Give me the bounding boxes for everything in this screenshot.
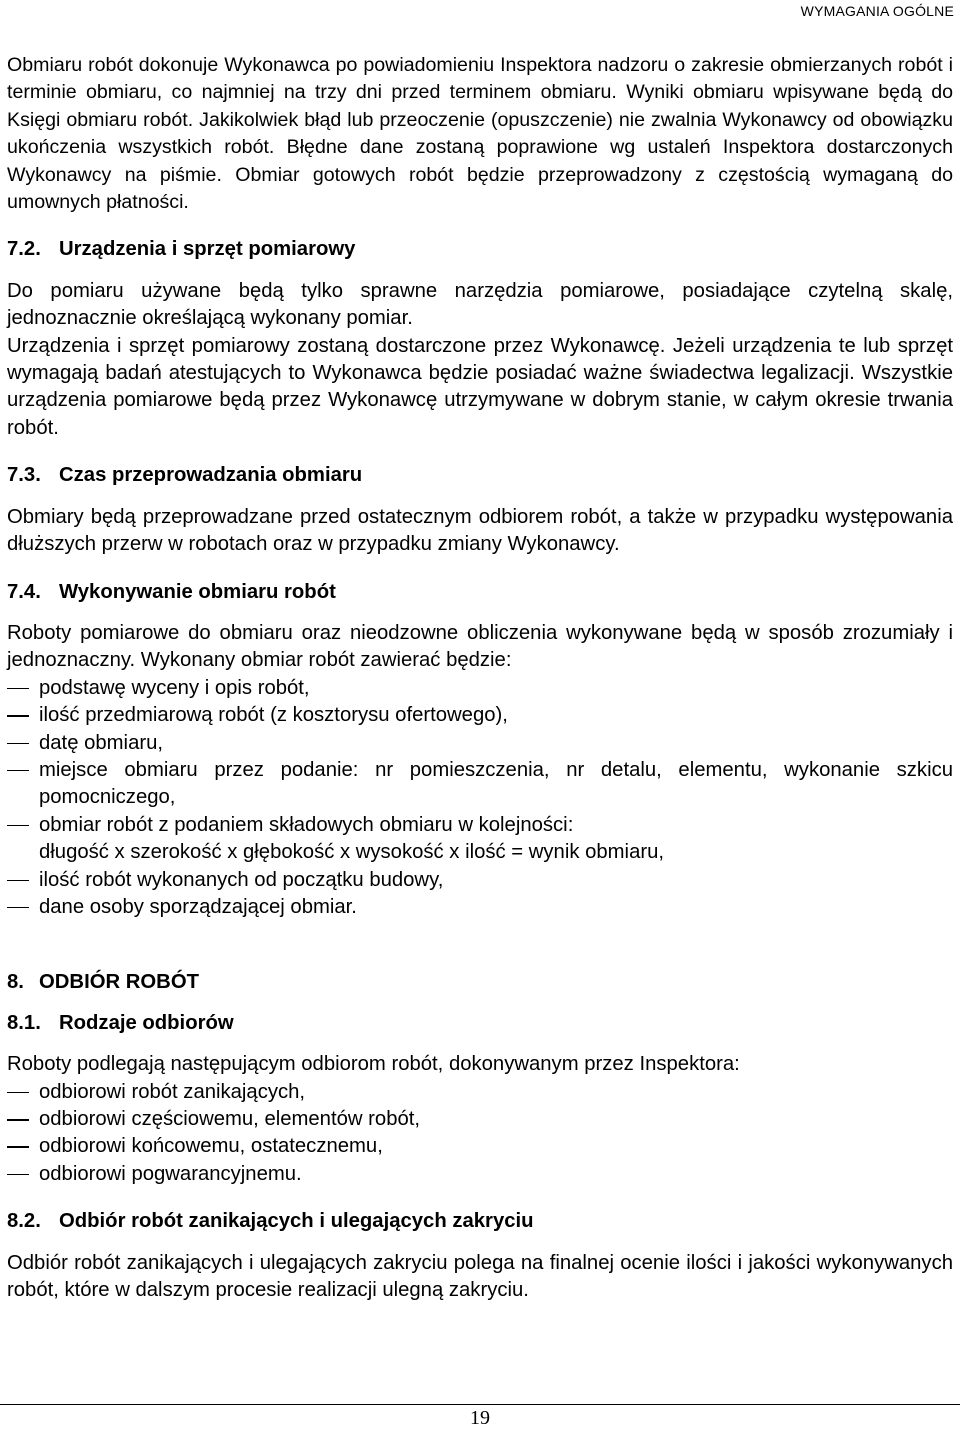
section-7-3-heading	[7, 462, 953, 489]
list-item: miejsce obmiaru przez podanie: nr pomieszczenia, nr detalu, elementu, wykonanie szkicu pomocniczego,	[7, 757, 953, 812]
list-item: obmiar robót z podaniem składowych obmiaru w kolejności:	[7, 812, 953, 839]
dash-bullet-icon	[7, 743, 29, 745]
section-7-3-paragraph: Obmiary będą przeprowadzane przed ostatecznym odbiorem robót, a także w przypadku występowania dłuższych przerw w robotach oraz w przypadku zmiany Wykonawcy.	[7, 505, 953, 556]
dash-bullet-icon	[7, 1146, 29, 1148]
list-item: ilość przedmiarową robót (z kosztorysu ofertowego),	[7, 702, 953, 729]
dash-bullet-icon	[7, 1092, 29, 1094]
section-7-4-heading	[7, 579, 953, 606]
section-7-2-paragraph-2: Urządzenia i sprzęt pomiarowy zostaną dostarczone przez Wykonawcę. Jeżeli urządzenia te lub sprzęt wymagają badań atestujących to Wykonawca będzie posiadać ważne świadectwa legalizacji. Wszystkie urządzenia pomiarowe będą przez Wykonawcę utrzymywane w dobrym stanie, w całym okresie trwania robót.	[7, 334, 953, 439]
section-title: ODBIÓR ROBÓT	[39, 971, 199, 994]
section-8-heading	[7, 969, 953, 996]
section-8-1-heading	[7, 1010, 953, 1037]
section-title: Odbiór robót zanikających i ulegających zakryciu	[59, 1210, 534, 1233]
section-title: Wykonywanie obmiaru robót	[59, 580, 336, 603]
list-item: odbiorowi pogwarancyjnemu.	[7, 1161, 953, 1188]
dash-bullet-icon	[7, 715, 29, 717]
document-body	[7, 52, 953, 1304]
section-7-4-paragraph: Roboty pomiarowe do obmiaru oraz nieodzowne obliczenia wykonywane będą w sposób zrozumiały i jednoznaczny. Wykonany obmiar robót zawierać będzie:	[7, 621, 953, 672]
dash-bullet-icon	[7, 880, 29, 882]
section-number: 8.1.	[7, 1011, 41, 1034]
page-number: 19	[470, 1407, 490, 1429]
list-item: odbiorowi robót zanikających,	[7, 1079, 953, 1106]
list-item: ilość robót wykonanych od początku budowy,	[7, 867, 953, 894]
section-title: Rodzaje odbiorów	[59, 1011, 234, 1034]
running-header: WYMAGANIA OGÓLNE	[800, 3, 954, 19]
section-number: 8.2.	[7, 1210, 41, 1233]
section-8-2-paragraph: Odbiór robót zanikających i ulegających zakryciu polega na finalnej ocenie ilości i jakości wykonywanych robót, które w dalszym procesie realizacji ulegną zakryciu.	[7, 1251, 953, 1302]
dash-bullet-icon	[7, 688, 29, 690]
dash-bullet-icon	[7, 1119, 29, 1121]
measurement-contents-list-continued	[7, 867, 953, 922]
list-item: dane osoby sporządzającej obmiar.	[7, 894, 953, 921]
section-number: 7.3.	[7, 464, 41, 487]
section-title: Urządzenia i sprzęt pomiarowy	[59, 238, 356, 261]
list-item: podstawę wyceny i opis robót,	[7, 675, 953, 702]
section-7-2-heading	[7, 236, 953, 263]
section-8-1-paragraph: Roboty podlegają następującym odbiorom robót, dokonywanym przez Inspektora:	[7, 1053, 740, 1076]
dash-bullet-icon	[7, 825, 29, 827]
dash-bullet-icon	[7, 770, 29, 772]
section-title: Czas przeprowadzania obmiaru	[59, 464, 363, 487]
section-number: 7.2.	[7, 238, 41, 261]
intro-paragraph: Obmiaru robót dokonuje Wykonawca po powiadomieniu Inspektora nadzoru o zakresie obmierzanych robót i terminie obmiaru, co najmniej na trzy dni przed terminem obmiaru. Wyniki obmiaru wpisywane będą do Księgi obmiaru robót. Jakikolwiek błąd lub przeoczenie (opuszczenie) nie zwalnia Wykonawcy od obowiązku ukończenia wszystkich robót. Błędne dane zostaną poprawione wg ustaleń Inspektora dostarczonych Wykonawcy na piśmie. Obmiar gotowych robót będzie przeprowadzony z częstością wymaganą do umownych płatności.	[7, 54, 953, 214]
list-item: odbiorowi częściowemu, elementów robót,	[7, 1106, 953, 1133]
section-number: 7.4.	[7, 580, 41, 603]
section-8-2-heading	[7, 1208, 953, 1235]
dash-bullet-icon	[7, 1174, 29, 1176]
list-item: odbiorowi końcowemu, ostatecznemu,	[7, 1133, 953, 1160]
dash-bullet-icon	[7, 907, 29, 909]
footer-divider	[0, 1404, 960, 1405]
section-number: 8.	[7, 971, 24, 994]
list-item: datę obmiaru,	[7, 730, 953, 757]
formula-line: długość x szerokość x głębokość x wysokość x ilość = wynik obmiaru,	[39, 841, 665, 864]
measurement-contents-list	[7, 675, 953, 839]
acceptance-types-list	[7, 1079, 953, 1189]
section-7-2-paragraph-1: Do pomiaru używane będą tylko sprawne narzędzia pomiarowe, posiadające czytelną skalę, jednoznacznie określającą wykonany pomiar.	[7, 279, 953, 330]
